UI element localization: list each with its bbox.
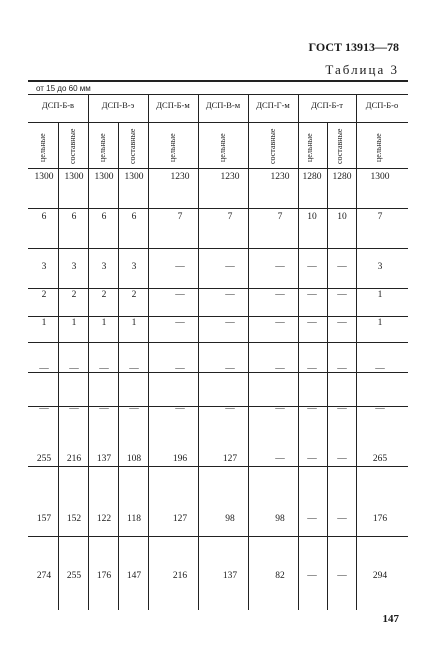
table-cell: 294 (372, 571, 388, 581)
table-cell: 1 (131, 318, 137, 328)
col-header-7: ДСП-Б-о (365, 100, 399, 110)
table-cell: 3 (377, 262, 383, 272)
table-cell: 1 (41, 318, 47, 328)
table-cell: 157 (36, 514, 52, 524)
table-cell: 1280 (332, 172, 352, 182)
table-cell: — (307, 290, 317, 300)
table-cell: — (275, 454, 285, 464)
table-cell: — (69, 364, 79, 374)
table-cell: 1300 (370, 172, 390, 182)
table-cell: 255 (66, 571, 82, 581)
sublabel-whole: цельные (305, 133, 314, 162)
table-subheader-border (28, 94, 408, 95)
table-cell: — (337, 364, 347, 374)
table-cell: — (337, 318, 347, 328)
sublabel-whole: цельные (218, 133, 227, 162)
table-cell: 265 (372, 454, 388, 464)
table-cell: 196 (172, 454, 188, 464)
divider-6 (356, 94, 357, 610)
table-cell: 7 (177, 212, 183, 222)
table-cell: — (275, 404, 285, 414)
table-cell: 255 (36, 454, 52, 464)
table-cell: 2 (101, 290, 107, 300)
table-cell: — (99, 404, 109, 414)
row-sep (28, 248, 408, 249)
table-cell: 6 (101, 212, 107, 222)
table-cell: 3 (131, 262, 137, 272)
table-cell: 118 (127, 514, 141, 524)
table-cell: 176 (96, 571, 112, 581)
table-cell: — (39, 404, 49, 414)
sublabel-composite: составные (68, 128, 77, 164)
sublabel-composite: составные (335, 128, 344, 164)
row-sep (28, 342, 408, 343)
table-cell: — (307, 571, 317, 581)
table-cell: — (225, 290, 235, 300)
table-cell: 127 (222, 454, 238, 464)
row-sep (28, 208, 408, 209)
table-cell: 98 (275, 514, 285, 524)
table-cell: 3 (41, 262, 47, 272)
table-cell: — (175, 364, 185, 374)
table-cell: — (375, 404, 385, 414)
table-cell: — (337, 454, 347, 464)
table-cell: 176 (372, 514, 388, 524)
table-cell: 147 (126, 571, 142, 581)
divider-4 (248, 94, 249, 610)
table-cell: — (307, 364, 317, 374)
table-cell: — (39, 364, 49, 374)
sublabel-composite: составные (268, 128, 277, 164)
table-cell: 1230 (170, 172, 190, 182)
table-cell: — (307, 454, 317, 464)
table-cell: 1 (377, 318, 383, 328)
table-cell: — (225, 318, 235, 328)
row-sep (28, 288, 408, 289)
table-cell: 7 (277, 212, 283, 222)
col-header-3: ДСП-Б-м (156, 100, 190, 110)
table-cell: 274 (36, 571, 52, 581)
table-cell: — (99, 364, 109, 374)
row-sep (28, 316, 408, 317)
table-cell: — (275, 262, 285, 272)
table-cell: — (375, 364, 385, 374)
table-cell: — (225, 262, 235, 272)
table-cell: 3 (101, 262, 107, 272)
table-cell: 7 (377, 212, 383, 222)
sublabel-whole: цельные (38, 133, 47, 162)
table-cell: 98 (225, 514, 235, 524)
table-cell: 10 (337, 212, 347, 222)
sublabel-composite: составные (128, 128, 137, 164)
col-header-4: ДСП-В-м (205, 100, 241, 110)
table-cell: — (307, 404, 317, 414)
table-cell: 108 (126, 454, 142, 464)
table-cell: 3 (71, 262, 77, 272)
col-header-1: ДСП-Б-в (41, 100, 75, 110)
divider-2 (148, 94, 149, 610)
table-cell: — (337, 290, 347, 300)
sublabel-whole: цельные (98, 133, 107, 162)
table-cell: — (337, 404, 347, 414)
sublabel-whole: цельные (168, 133, 177, 162)
table-cell: 2 (131, 290, 137, 300)
table-cell: 216 (66, 454, 82, 464)
table-cell: — (275, 290, 285, 300)
table-caption: Таблица 3 (325, 62, 399, 77)
table-cell: — (175, 404, 185, 414)
col-header-6: ДСП-Б-т (311, 100, 343, 110)
table-cell: 1 (377, 290, 383, 300)
table-cell: 216 (172, 571, 188, 581)
table-cell: 6 (71, 212, 77, 222)
table-cell: — (175, 290, 185, 300)
row-sep (28, 466, 408, 467)
table-cell: — (275, 364, 285, 374)
table-cell: 1300 (94, 172, 114, 182)
table-cell: 1300 (34, 172, 54, 182)
sublabel-whole: цельные (374, 133, 383, 162)
table-cell: 137 (96, 454, 112, 464)
table-cell: — (307, 514, 317, 524)
table-cell: — (129, 364, 139, 374)
table-cell: 6 (41, 212, 47, 222)
table-cell: — (175, 262, 185, 272)
table-cell: 137 (222, 571, 238, 581)
doc-header-standard: ГОСТ 13913—78 (308, 40, 399, 54)
table-cell: 152 (66, 514, 82, 524)
table-cell: 122 (96, 514, 112, 524)
table-cell: 1300 (64, 172, 84, 182)
table-header-bottom-border (28, 168, 408, 169)
table-cell: — (129, 404, 139, 414)
table-top-border (28, 80, 408, 82)
table-cell: — (337, 514, 347, 524)
table-cell: — (225, 364, 235, 374)
col-header-5: ДСП-Г-м (256, 100, 290, 110)
table-cell: 1 (71, 318, 77, 328)
table-cell: — (337, 571, 347, 581)
table-cell: 1280 (302, 172, 322, 182)
table-cell: 6 (131, 212, 137, 222)
table-cell: — (307, 318, 317, 328)
divider-3 (198, 94, 199, 610)
table-cell: 7 (227, 212, 233, 222)
table-cell: 1 (101, 318, 107, 328)
table-cell: 1300 (124, 172, 144, 182)
table-cell: 2 (41, 290, 47, 300)
table-cell: 82 (275, 571, 285, 581)
table-cell: — (307, 262, 317, 272)
table-cell: 1230 (270, 172, 290, 182)
page-number: 147 (382, 613, 399, 625)
table-cell: 2 (71, 290, 77, 300)
table-cell: — (225, 404, 235, 414)
col-header-2: ДСП-В-э (101, 100, 135, 110)
divider-1 (88, 94, 89, 610)
table-cell: 1230 (220, 172, 240, 182)
table-colheader-border (28, 122, 408, 123)
table-cell: 10 (307, 212, 317, 222)
table-cell: — (69, 404, 79, 414)
table-cell: — (337, 262, 347, 272)
row-sep (28, 536, 408, 537)
table-subheader: от 15 до 60 мм (36, 84, 91, 93)
table-cell: — (175, 318, 185, 328)
table-cell: — (275, 318, 285, 328)
table-cell: 127 (172, 514, 188, 524)
